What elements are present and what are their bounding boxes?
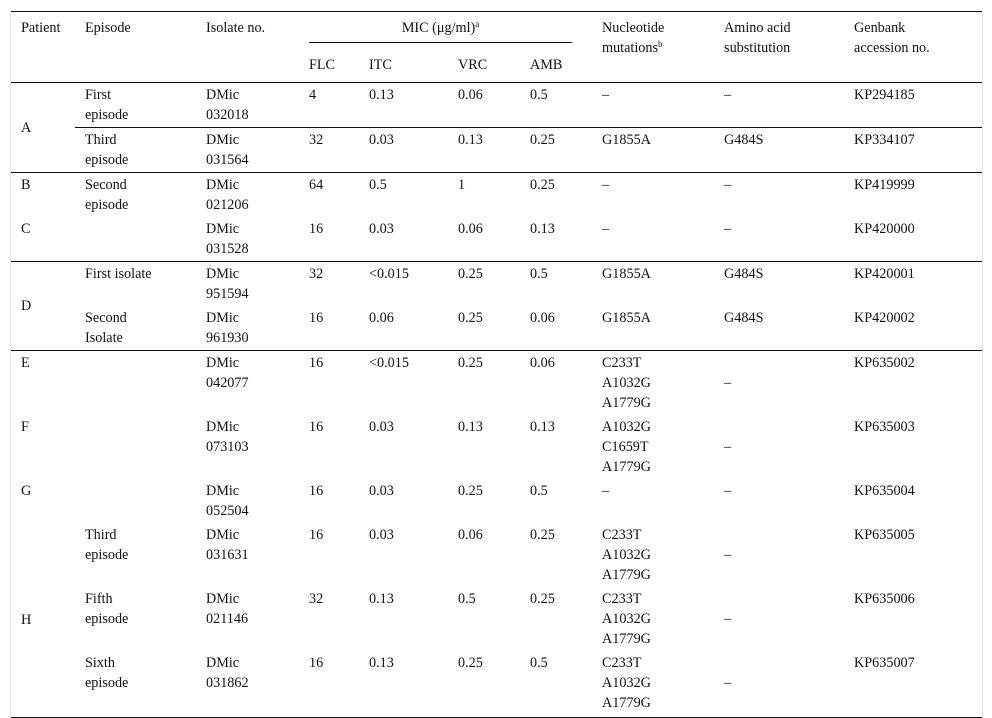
- episode-cell: First isolate: [75, 262, 196, 307]
- flc-cell: 16: [299, 351, 359, 416]
- episode-cell: Second Isolate: [85, 310, 127, 346]
- vrc-cell: 0.13: [448, 128, 520, 173]
- episode-cell: Fifth episode: [85, 591, 129, 627]
- table-body: [11, 83, 982, 718]
- itc-cell: 0.03: [359, 128, 448, 173]
- genbank-cell: KP635004: [854, 483, 915, 499]
- flc-cell: 16: [309, 310, 324, 326]
- table-row: [11, 523, 982, 587]
- vrc-cell: 0.25: [448, 262, 520, 307]
- nucleotide-cell: C233T A1032G A1779G: [602, 591, 651, 647]
- header-mic: [299, 12, 592, 48]
- amb-cell: 0.06: [520, 351, 592, 416]
- nucleotide-cell: –: [592, 173, 714, 218]
- genbank-cell: KP420000: [854, 221, 915, 237]
- amino-cell: –: [724, 547, 732, 563]
- amino-cell: –: [724, 439, 732, 455]
- amino-cell: –: [724, 483, 732, 499]
- amb-cell: 0.5: [530, 483, 548, 499]
- header-amino-line2: substitution: [724, 40, 791, 56]
- itc-cell: 0.5: [359, 173, 448, 218]
- patient-label: F: [21, 419, 29, 435]
- genbank-cell: KP294185: [854, 87, 915, 103]
- header-flc: FLC: [299, 47, 359, 83]
- itc-cell: 0.13: [369, 87, 394, 103]
- table-row: [11, 173, 982, 218]
- isolate-cell: DMic 031564: [196, 128, 299, 173]
- nucleotide-cell: G1855A: [592, 128, 714, 173]
- vrc-cell: 0.25: [448, 351, 520, 416]
- genbank-cell: KP419999: [844, 173, 982, 218]
- amino-cell: G484S: [714, 128, 844, 173]
- genbank-cell: KP635003: [854, 419, 915, 435]
- mic-table: [11, 11, 982, 718]
- table-header: [11, 12, 982, 83]
- table-container: [10, 11, 983, 718]
- header-nucleotide-footnote: b: [658, 39, 663, 49]
- episode-cell: [75, 351, 196, 416]
- amino-cell: –: [724, 611, 732, 627]
- isolate-cell: DMic 031862: [196, 651, 299, 718]
- patient-label: B: [11, 173, 75, 218]
- flc-cell: 64: [299, 173, 359, 218]
- flc-cell: 16: [309, 419, 324, 435]
- table-row: [11, 217, 982, 262]
- vrc-cell: 0.06: [458, 221, 483, 237]
- nucleotide-cell: C233T A1032G A1779G: [592, 651, 714, 718]
- header-nucleotide: [592, 12, 714, 83]
- header-genbank-line1: Genbank: [854, 20, 906, 36]
- table-row: [11, 479, 982, 523]
- amino-cell: –: [714, 351, 844, 416]
- nucleotide-cell: C233T A1032G A1779G: [592, 351, 714, 416]
- flc-cell: 32: [299, 262, 359, 307]
- amb-cell: 0.5: [520, 651, 592, 718]
- patient-label: H: [11, 523, 75, 718]
- patient-label: A: [21, 119, 32, 136]
- itc-cell: 0.03: [369, 419, 394, 435]
- nucleotide-cell: –: [602, 87, 610, 103]
- itc-cell: 0.03: [369, 483, 394, 499]
- isolate-cell: DMic 073103: [206, 419, 249, 455]
- header-amino-line1: Amino acid: [724, 20, 791, 36]
- header-episode: Episode: [75, 12, 196, 83]
- header-nucleotide-line2: mutations: [602, 40, 659, 56]
- table-row: [11, 262, 982, 307]
- itc-cell: <0.015: [359, 262, 448, 307]
- vrc-cell: 0.5: [458, 591, 476, 607]
- genbank-cell: KP635005: [854, 527, 915, 543]
- vrc-cell: 0.13: [458, 419, 483, 435]
- table-row: [11, 351, 982, 416]
- itc-cell: 0.03: [369, 221, 394, 237]
- isolate-cell: DMic 961930: [206, 310, 249, 346]
- amb-cell: 0.25: [530, 591, 555, 607]
- isolate-cell: DMic 031631: [206, 527, 249, 563]
- itc-cell: <0.015: [359, 351, 448, 416]
- patient-label: G: [21, 483, 32, 499]
- isolate-cell: DMic 042077: [196, 351, 299, 416]
- header-mic-label: MIC (μg/ml): [401, 20, 476, 36]
- flc-cell: 32: [299, 128, 359, 173]
- header-patient: Patient: [11, 12, 75, 83]
- amino-cell: G484S: [714, 262, 844, 307]
- nucleotide-cell: A1032G C1659T A1779G: [602, 419, 651, 475]
- itc-cell: 0.03: [369, 527, 394, 543]
- header-vrc: VRC: [448, 47, 520, 83]
- table-row: [11, 83, 982, 128]
- episode-cell: [75, 479, 196, 523]
- header-amino: [714, 12, 844, 83]
- header-itc: ITC: [359, 47, 448, 83]
- header-genbank: [844, 12, 982, 83]
- vrc-cell: 0.25: [458, 310, 483, 326]
- genbank-cell: KP635006: [854, 591, 915, 607]
- amino-cell: –: [714, 173, 844, 218]
- table-row: [11, 128, 982, 173]
- amb-cell: 0.13: [530, 221, 555, 237]
- flc-cell: 16: [309, 483, 324, 499]
- amb-cell: 0.25: [520, 128, 592, 173]
- genbank-cell: KP420002: [854, 310, 915, 326]
- nucleotide-cell: G1855A: [592, 262, 714, 307]
- vrc-cell: 0.06: [458, 527, 483, 543]
- itc-cell: 0.13: [369, 591, 394, 607]
- flc-cell: 32: [309, 591, 324, 607]
- flc-cell: 16: [299, 651, 359, 718]
- vrc-cell: 0.25: [458, 483, 483, 499]
- episode-cell: Third episode: [75, 128, 196, 173]
- amino-cell: –: [714, 651, 844, 718]
- header-amb: AMB: [520, 47, 592, 83]
- isolate-cell: DMic 052504: [206, 483, 249, 519]
- isolate-cell: DMic 951594: [196, 262, 299, 307]
- episode-cell: Second episode: [75, 173, 196, 218]
- amb-cell: 0.13: [530, 419, 555, 435]
- nucleotide-cell: C233T A1032G A1779G: [602, 527, 651, 583]
- vrc-cell: 0.06: [458, 87, 483, 103]
- genbank-cell: KP635007: [844, 651, 982, 718]
- amino-cell: G484S: [724, 310, 764, 326]
- amb-cell: 0.25: [520, 173, 592, 218]
- genbank-cell: KP334107: [844, 128, 982, 173]
- patient-label: E: [11, 351, 75, 416]
- header-mic-footnote: a: [475, 19, 480, 29]
- table-row: [11, 306, 982, 351]
- itc-cell: 0.13: [359, 651, 448, 718]
- genbank-cell: KP420001: [844, 262, 982, 307]
- episode-cell: Sixth episode: [75, 651, 196, 718]
- nucleotide-cell: G1855A: [602, 310, 651, 326]
- table-row: [11, 587, 982, 651]
- vrc-cell: 1: [448, 173, 520, 218]
- patient-label: C: [21, 221, 31, 237]
- table-row: [11, 415, 982, 479]
- table-row: [11, 651, 982, 718]
- header-isolate: Isolate no.: [196, 12, 299, 83]
- header-genbank-line2: accession no.: [854, 40, 930, 56]
- flc-cell: 16: [309, 527, 324, 543]
- nucleotide-cell: –: [602, 221, 610, 237]
- episode-cell: [75, 217, 196, 262]
- nucleotide-cell: –: [602, 483, 610, 499]
- episode-cell: [75, 415, 196, 479]
- episode-cell: First episode: [85, 87, 129, 123]
- amb-cell: 0.5: [520, 262, 592, 307]
- vrc-cell: 0.25: [448, 651, 520, 718]
- patient-label: D: [11, 262, 75, 351]
- isolate-cell: DMic 032018: [206, 87, 249, 123]
- flc-cell: 16: [309, 221, 324, 237]
- itc-cell: 0.06: [369, 310, 394, 326]
- header-nucleotide-line1: Nucleotide: [602, 20, 665, 36]
- amino-cell: –: [724, 87, 732, 103]
- episode-cell: Third episode: [85, 527, 129, 563]
- isolate-cell: DMic 021206: [196, 173, 299, 218]
- amb-cell: 0.06: [530, 310, 555, 326]
- amb-cell: 0.25: [530, 527, 555, 543]
- isolate-cell: DMic 021146: [206, 591, 249, 627]
- amb-cell: 0.5: [530, 87, 548, 103]
- isolate-cell: DMic 031528: [206, 221, 249, 257]
- genbank-cell: KP635002: [844, 351, 982, 416]
- amino-cell: –: [724, 221, 732, 237]
- flc-cell: 4: [309, 87, 317, 103]
